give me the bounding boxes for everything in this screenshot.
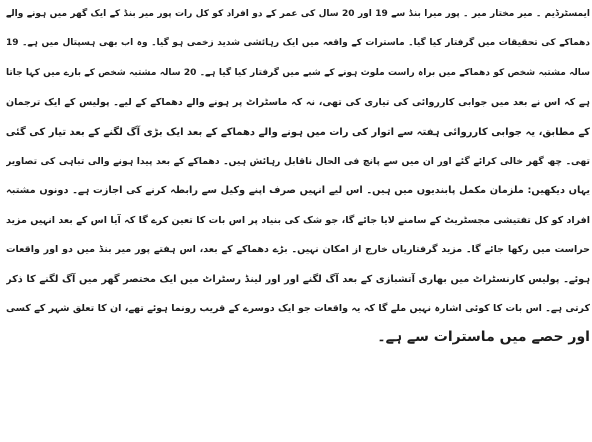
article-line-1: ایمسٹرڈیم ۔ میر مختار میر ۔ پور میرا بنڈ سے 19 اور 20 سال کی عمر کے دو افراد کو کل رات پور میر بنڈ کے ایک گھر میں ہونے والے [6, 9, 590, 19]
article-line-8: افراد کو کل تفتیشی مجسٹریٹ کے سامنے لایا جائے گا، جو شک کی بنیاد پر اس بات کا تعین کرے گا کہ آیا اس کے بعد انہیں مزید [6, 214, 590, 226]
page [6, 0, 590, 442]
article-line-3: سالہ مشتبہ شخص کو دھماکے میں براہ راست ملوث ہونے کے شبے میں گرفتار کیا گیا ہے۔ 20 سالہ مشتبہ شخص کے بارے میں کہا جاتا [6, 67, 590, 78]
article-line-9: حراست میں رکھا جائے گا۔ مزید گرفتاریاں خارج از امکان نہیں۔ بڑے دھماکے کے بعد، اس ہفتے پور میر بنڈ میں دو اور واقعات [6, 244, 590, 256]
article-line-5: کے مطابق، یہ جوابی کارروائی ہفتہ سے اتوار کی رات میں ہونے والے دھماکے کے بعد ایک بڑی آگ لگنے کے بعد تیار کی گئی [6, 126, 590, 138]
article-line-12: اور حصے میں ماسترات سے ہے۔ [377, 329, 590, 346]
article-line-2: دھماکے کی تحقیقات میں گرفتار کیا گیا۔ ماسترات کے واقعہ میں ایک رہائشی شدید زخمی ہو گیا۔ وہ اب بھی ہسپتال میں ہے۔ 19 [6, 38, 590, 49]
article-line-4: ہے کہ اس نے بعد میں جوابی کارروائی کی تیاری کی تھی، نہ کہ ماسٹراٹ پر ہونے والے دھماکے کے لیے۔ پولیس کے ایک ترجمان [6, 97, 590, 109]
news-article-body [6, 0, 590, 353]
article-line-10: ہوئے۔ پولیس کارنسٹراٹ میں بھاری آتشبازی کے بعد آگ لگنے اور اور لینڈ رسٹراٹ میں ایک مختصر گھر میں آگ لگنے کا ذکر [6, 273, 590, 285]
article-line-6: تھی۔ چھ گھر خالی کرائے گئے اور ان میں سے پانچ فی الحال ناقابل رہائش ہیں۔ دھماکے کے بعد پیدا ہونے والی تباہی کی تصاویر [6, 155, 590, 167]
article-line-11: کرتی ہے۔ اس بات کا کوئی اشارہ نہیں ملے گا کہ یہ واقعات جو ایک دوسرے کے قریب رونما ہوئے تھے، ان کا تعلق شہر کے کسی [6, 302, 590, 314]
article-line-7: یہاں دیکھیں: ملزمان مکمل پابندیوں میں ہیں۔ اس لیے انہیں صرف اپنے وکیل سے رابطہ کرنے کی اجازت ہے۔ دونوں مشتبہ [6, 185, 590, 197]
